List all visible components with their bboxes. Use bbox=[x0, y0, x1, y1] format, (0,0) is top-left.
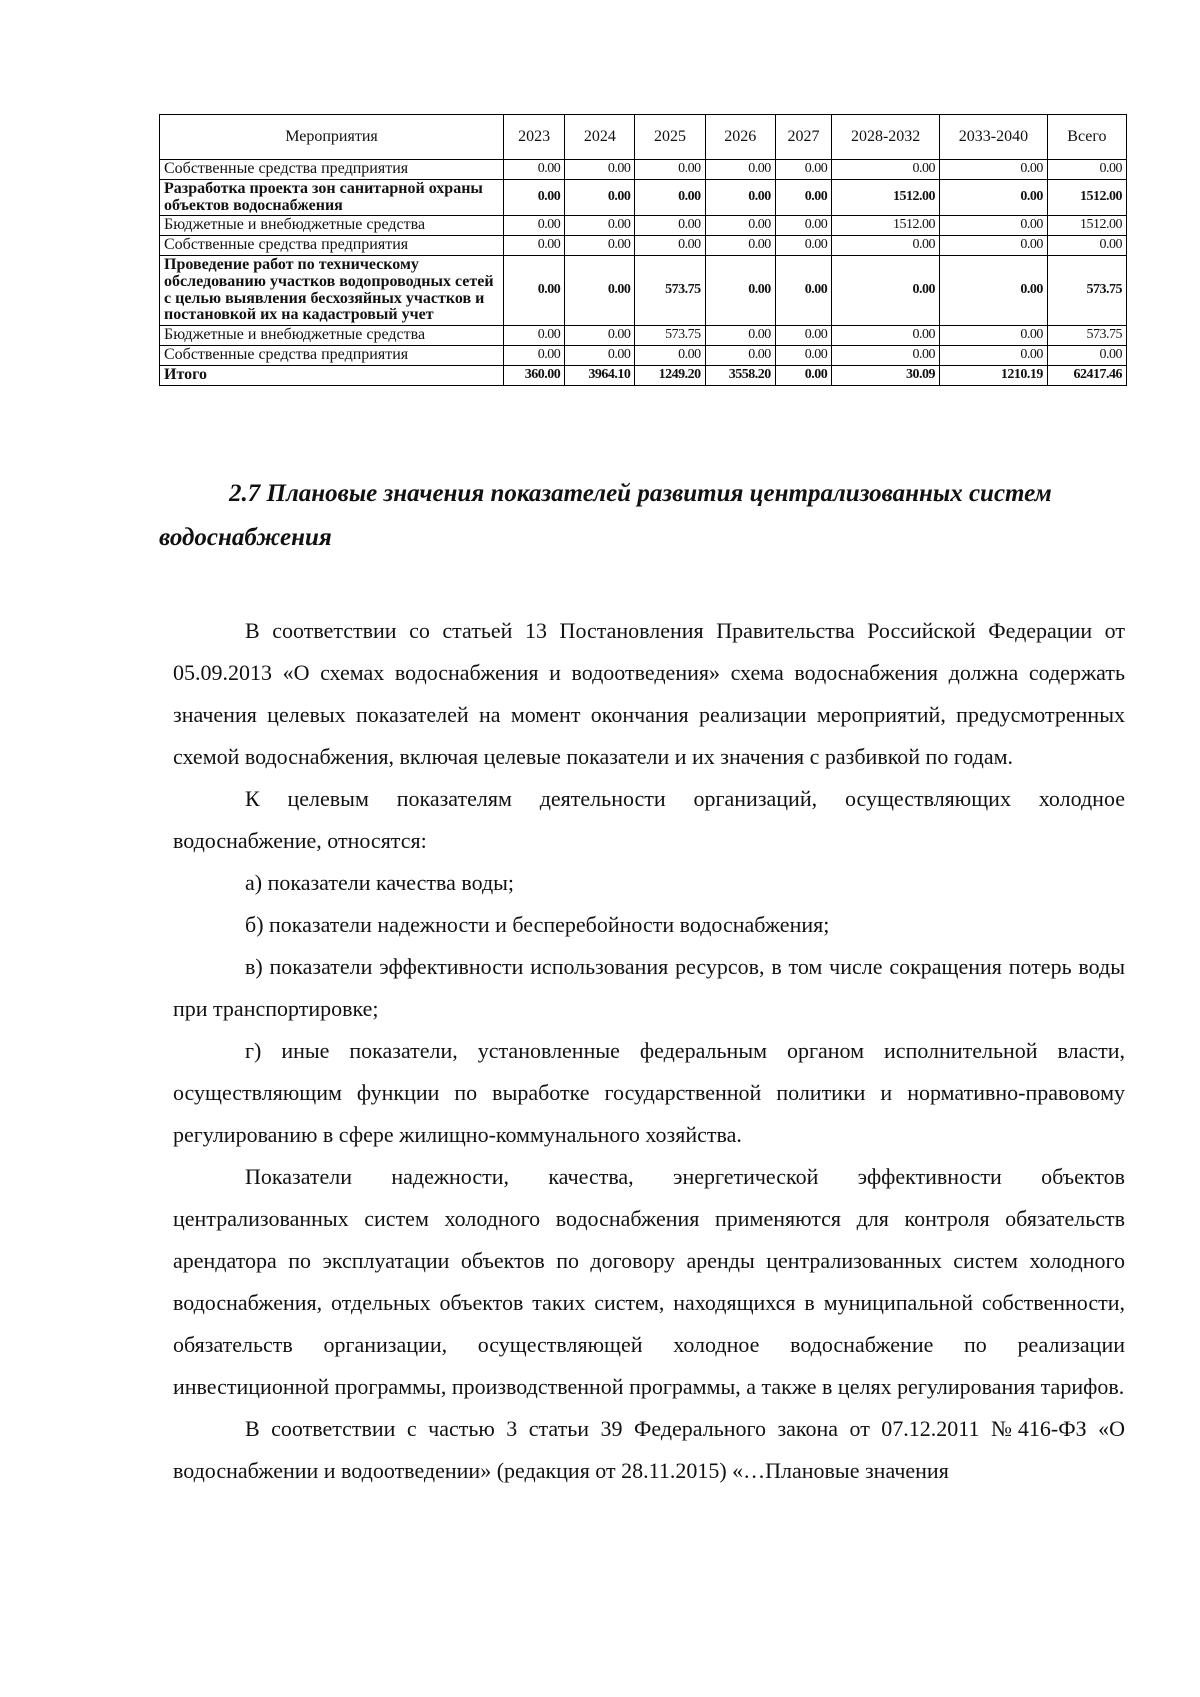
value-cell: 0.00 bbox=[565, 345, 635, 365]
value-cell: 0.00 bbox=[635, 179, 705, 216]
value-cell: 573.75 bbox=[635, 255, 705, 325]
row-label: Бюджетные и внебюджетные средства bbox=[160, 326, 504, 346]
value-cell: 360.00 bbox=[504, 365, 565, 385]
section-heading-line1: 2.7 Плановые значения показателей развития централизованных систем bbox=[229, 480, 1052, 507]
value-cell: 0.00 bbox=[940, 160, 1048, 180]
value-cell: 0.00 bbox=[565, 160, 635, 180]
value-cell: 0.00 bbox=[504, 345, 565, 365]
header-cell: 2023 bbox=[504, 115, 565, 160]
table-row bbox=[160, 160, 1127, 180]
value-cell: 0.00 bbox=[1047, 160, 1126, 180]
value-cell: 573.75 bbox=[1047, 255, 1126, 325]
value-cell: 0.00 bbox=[775, 326, 831, 346]
value-cell: 0.00 bbox=[635, 345, 705, 365]
value-cell: 0.00 bbox=[775, 236, 831, 256]
header-cell: 2024 bbox=[565, 115, 635, 160]
paragraph: В соответствии с частью 3 статьи 39 Федерального закона от 07.12.2011 №416-ФЗ «О водоснабжении и водоотведении» (редакция от 28.11.2015) «…Плановые значения bbox=[173, 1416, 1125, 1483]
value-cell: 0.00 bbox=[565, 179, 635, 216]
table-row bbox=[160, 326, 1127, 346]
row-label: Собственные средства предприятия bbox=[160, 345, 504, 365]
value-cell: 0.00 bbox=[832, 236, 940, 256]
section-heading bbox=[159, 472, 1127, 560]
value-cell: 0.00 bbox=[565, 326, 635, 346]
budget-table bbox=[159, 114, 1127, 386]
value-cell: 0.00 bbox=[832, 255, 940, 325]
value-cell: 0.00 bbox=[635, 160, 705, 180]
value-cell: 0.00 bbox=[705, 326, 775, 346]
value-cell: 0.00 bbox=[775, 365, 831, 385]
value-cell: 0.00 bbox=[705, 255, 775, 325]
list-item: в) показатели эффективности использования ресурсов, в том числе сокращения потерь воды при транспортировке; bbox=[173, 954, 1125, 1021]
header-cell: Мероприятия bbox=[160, 115, 504, 160]
value-cell: 0.00 bbox=[504, 216, 565, 236]
list-item: г) иные показатели, установленные федеральным органом исполнительной власти, осуществляющим функции по выработке государственной политики и нормативно-правовому регулированию в сфере жилищно-коммунального хозяйства. bbox=[173, 1038, 1125, 1147]
value-cell: 0.00 bbox=[940, 326, 1048, 346]
header-cell: 2026 bbox=[705, 115, 775, 160]
list-item: б) показатели надежности и бесперебойности водоснабжения; bbox=[245, 912, 830, 937]
value-cell: 1512.00 bbox=[832, 216, 940, 236]
table-row bbox=[160, 179, 1127, 216]
header-cell: Всего bbox=[1047, 115, 1126, 160]
table-row bbox=[160, 236, 1127, 256]
row-label: Разработка проекта зон санитарной охраны объектов водоснабжения bbox=[160, 179, 504, 216]
value-cell: 0.00 bbox=[565, 236, 635, 256]
header-cell: 2025 bbox=[635, 115, 705, 160]
value-cell: 0.00 bbox=[705, 236, 775, 256]
value-cell: 0.00 bbox=[504, 179, 565, 216]
value-cell: 0.00 bbox=[635, 236, 705, 256]
row-label: Собственные средства предприятия bbox=[160, 160, 504, 180]
value-cell: 0.00 bbox=[775, 160, 831, 180]
value-cell: 1512.00 bbox=[1047, 179, 1126, 216]
table-body bbox=[160, 160, 1127, 386]
row-label: Итого bbox=[160, 365, 504, 385]
value-cell: 0.00 bbox=[504, 236, 565, 256]
value-cell: 0.00 bbox=[940, 179, 1048, 216]
row-label: Бюджетные и внебюджетные средства bbox=[160, 216, 504, 236]
value-cell: 0.00 bbox=[635, 216, 705, 236]
value-cell: 0.00 bbox=[504, 160, 565, 180]
value-cell: 0.00 bbox=[940, 255, 1048, 325]
value-cell: 0.00 bbox=[832, 326, 940, 346]
value-cell: 0.00 bbox=[775, 255, 831, 325]
table-row bbox=[160, 365, 1127, 385]
value-cell: 0.00 bbox=[940, 345, 1048, 365]
value-cell: 0.00 bbox=[504, 255, 565, 325]
value-cell: 0.00 bbox=[705, 160, 775, 180]
paragraph: Показатели надежности, качества, энергетической эффективности объектов централизованных систем холодного водоснабжения применяются для контроля обязательств арендатора по эксплуатации объектов по договору аренды централизованных систем холодного водоснабжения, отдельных объектов таких систем, находящихся в муниципальной собственности, обязательств организации, осуществляющей холодное водоснабжение по реализации инвестиционной программы, производственной программы, а также в целях регулирования тарифов. bbox=[173, 1164, 1125, 1399]
value-cell: 1512.00 bbox=[832, 179, 940, 216]
value-cell: 0.00 bbox=[940, 216, 1048, 236]
value-cell: 0.00 bbox=[705, 345, 775, 365]
value-cell: 573.75 bbox=[1047, 326, 1126, 346]
header-cell: 2033-2040 bbox=[940, 115, 1048, 160]
table-row bbox=[160, 345, 1127, 365]
value-cell: 0.00 bbox=[940, 236, 1048, 256]
value-cell: 0.00 bbox=[775, 216, 831, 236]
value-cell: 0.00 bbox=[1047, 236, 1126, 256]
value-cell: 0.00 bbox=[832, 345, 940, 365]
value-cell: 62417.46 bbox=[1047, 365, 1126, 385]
value-cell: 0.00 bbox=[1047, 345, 1126, 365]
paragraph: В соответствии со статьей 13 Постановления Правительства Российской Федерации от 05.09.2013 «О схемах водоснабжения и водоотведения» схема водоснабжения должна содержать значения целевых показателей на момент окончания реализации мероприятий, предусмотренных схемой водоснабжения, включая целевые показатели и их значения с разбивкой по годам. bbox=[173, 618, 1125, 769]
value-cell: 30.09 bbox=[832, 365, 940, 385]
value-cell: 0.00 bbox=[832, 160, 940, 180]
value-cell: 0.00 bbox=[565, 255, 635, 325]
paragraph: К целевым показателям деятельности организаций, осуществляющих холодное водоснабжение, относятся: bbox=[173, 786, 1125, 853]
row-label: Собственные средства предприятия bbox=[160, 236, 504, 256]
body-text bbox=[173, 610, 1125, 1492]
value-cell: 1249.20 bbox=[635, 365, 705, 385]
value-cell: 1512.00 bbox=[1047, 216, 1126, 236]
table-row bbox=[160, 216, 1127, 236]
section-heading-line2: водоснабжения bbox=[159, 524, 332, 551]
list-item: а) показатели качества воды; bbox=[245, 870, 515, 895]
value-cell: 0.00 bbox=[775, 179, 831, 216]
table-header-row bbox=[160, 115, 1127, 160]
value-cell: 0.00 bbox=[705, 216, 775, 236]
value-cell: 3964.10 bbox=[565, 365, 635, 385]
value-cell: 0.00 bbox=[504, 326, 565, 346]
header-cell: 2028-2032 bbox=[832, 115, 940, 160]
value-cell: 3558.20 bbox=[705, 365, 775, 385]
value-cell: 0.00 bbox=[775, 345, 831, 365]
value-cell: 1210.19 bbox=[940, 365, 1048, 385]
value-cell: 573.75 bbox=[635, 326, 705, 346]
row-label: Проведение работ по техническому обследованию участков водопроводных сетей с целью выявления бесхозяйных участков и постановкой их на кадастровый учет bbox=[160, 255, 504, 325]
value-cell: 0.00 bbox=[705, 179, 775, 216]
table-row bbox=[160, 255, 1127, 325]
value-cell: 0.00 bbox=[565, 216, 635, 236]
header-cell: 2027 bbox=[775, 115, 831, 160]
